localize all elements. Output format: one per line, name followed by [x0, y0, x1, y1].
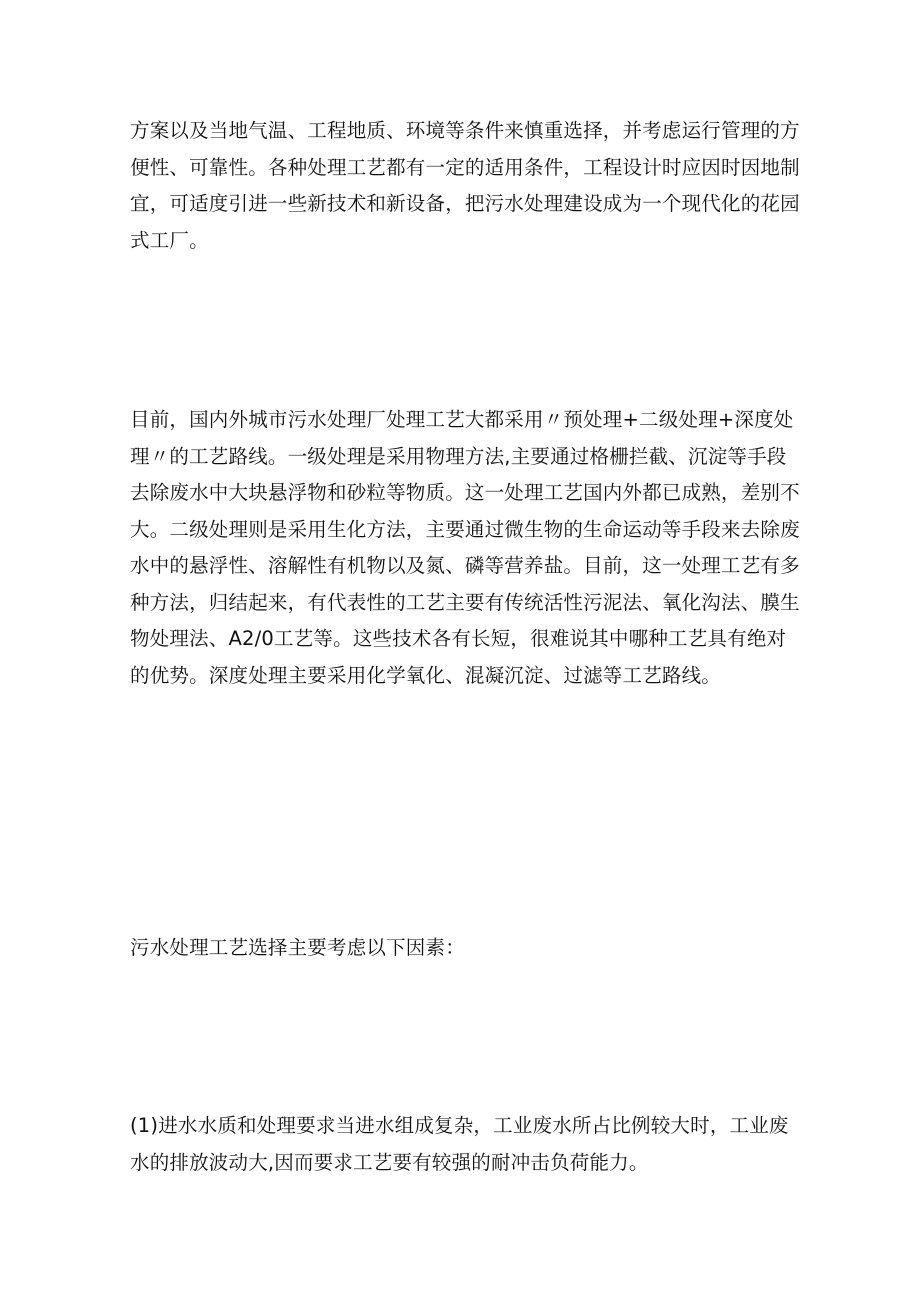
- paragraph-process-selection: 方案以及当地气温、工程地质、环境等条件来慎重选择，并考虑运行管理的方便性、可靠性。各种处理工艺都有一定的适用条件，工程设计时应因时因地制宜，可适度引进一些新技术和新设备，把污水处理建设成为一个现代化的花园式工厂。: [130, 119, 800, 252]
- paragraph-treatment-routes: 目前，国内外城市污水处理厂处理工艺大都采用〃预处理+二级处理+深度处理〃的工艺路线。一级处理是采用物理方法,主要通过格栅拦截、沉淀等手段去除废水中大块悬浮物和砂粒等物质。这一处理工艺国内外都已成熟，差别不大。二级处理则是采用生化方法，主要通过微生物的生命运动等手段来去除废水中的悬浮性、溶解性有机物以及氮、磷等营养盐。目前，这一处理工艺有多种方法，归结起来，有代表性的工艺主要有传统活性污泥法、氧化沟法、膜生物处理法、A2/0工艺等。这些技术各有长短，很难说其中哪种工艺具有绝对的优势。深度处理主要采用化学氧化、混凝沉淀、过滤等工艺路线。: [130, 408, 800, 687]
- paragraph-factors-heading: 污水处理工艺选择主要考虑以下因素：: [130, 936, 465, 959]
- paragraph-factor-1: (1)进水水质和处理要求当进水组成复杂，工业废水所占比例较大时，工业废水的排放波动大,因而要求工艺要有较强的耐冲击负荷能力。: [130, 1114, 789, 1174]
